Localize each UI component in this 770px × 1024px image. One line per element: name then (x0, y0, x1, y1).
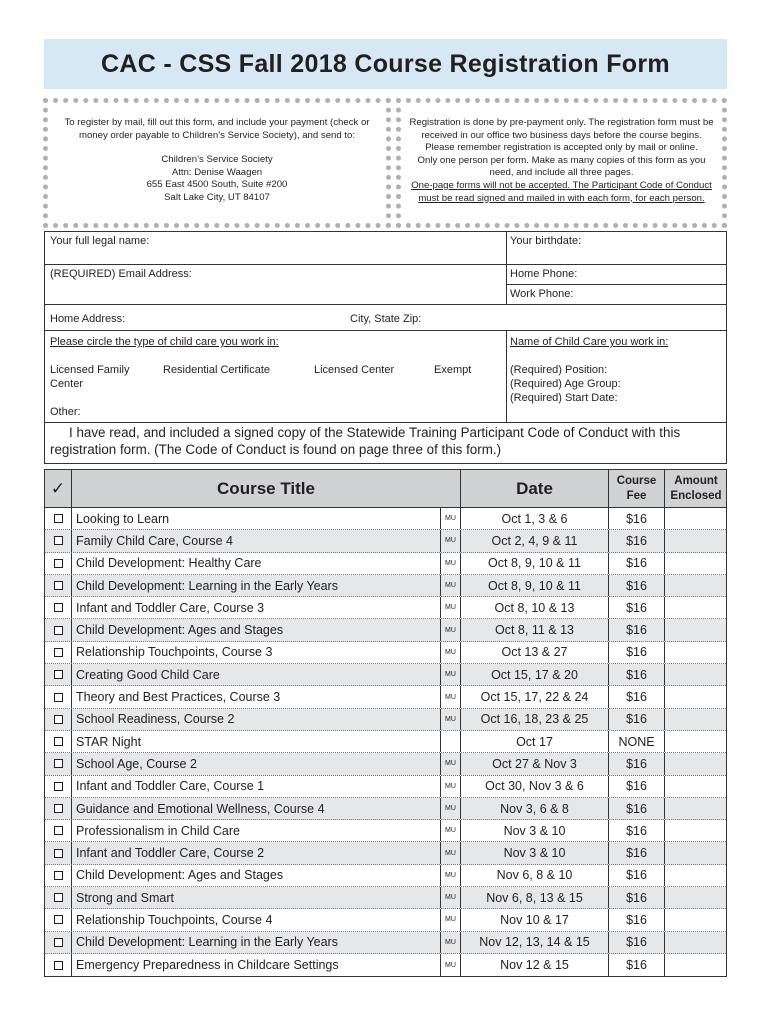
course-date: Nov 12 & 15 (461, 954, 609, 976)
checkbox-square[interactable] (54, 670, 63, 679)
course-title: Looking to Learn (72, 508, 441, 529)
course-date: Oct 15, 17 & 20 (461, 664, 609, 685)
course-date: Nov 10 & 17 (461, 909, 609, 930)
course-date: Nov 6, 8, 13 & 15 (461, 887, 609, 908)
course-fee: $16 (609, 954, 665, 976)
checkbox-square[interactable] (54, 693, 63, 702)
course-fee: $16 (609, 642, 665, 663)
rules-line: need, and include all three pages. (489, 167, 634, 179)
course-fee-header-line: Fee (626, 489, 647, 502)
course-checkbox[interactable] (45, 776, 72, 797)
course-fee: $16 (609, 553, 665, 574)
amount-enclosed-input[interactable] (665, 909, 727, 930)
table-row (45, 798, 726, 820)
amount-enclosed-input[interactable] (665, 530, 727, 551)
table-row (45, 664, 726, 686)
table-row (45, 686, 726, 708)
work-phone-field[interactable]: Work Phone: (510, 288, 574, 300)
option-residential-certificate[interactable]: Residential Certificate (163, 364, 270, 376)
course-date: Oct 8, 10 & 13 (461, 597, 609, 618)
legal-name-field[interactable]: Your full legal name: (50, 235, 150, 247)
table-row (45, 731, 726, 753)
email-field[interactable]: (REQUIRED) Email Address: (50, 268, 192, 280)
course-fee: $16 (609, 887, 665, 908)
course-title: Child Development: Ages and Stages (72, 865, 441, 886)
course-checkbox[interactable] (45, 642, 72, 663)
registration-rules (403, 117, 720, 205)
course-date: Oct 16, 18, 23 & 25 (461, 709, 609, 730)
checkbox-square[interactable] (54, 626, 63, 635)
mu-marker: MU (441, 508, 461, 529)
checkbox-square[interactable] (54, 581, 63, 590)
table-row (45, 553, 726, 575)
home-address-field[interactable]: Home Address: (50, 313, 126, 325)
checkbox-square[interactable] (54, 804, 63, 813)
course-fee: $16 (609, 820, 665, 841)
table-row (45, 530, 726, 552)
address-line: Attn: Denise Waagen (171, 166, 263, 178)
childcare-type-prompt: Please circle the type of child care you work in: (50, 336, 279, 348)
course-date: Oct 30, Nov 3 & 6 (461, 776, 609, 797)
city-state-zip-field[interactable]: City, State Zip: (350, 313, 422, 325)
mailing-address (52, 154, 382, 204)
course-fee: $16 (609, 842, 665, 863)
conduct-statement-line: registration form. (The Code of Conduct is found on page three of this form.) (50, 442, 502, 457)
mu-marker: MU (441, 686, 461, 707)
amount-enclosed-input[interactable] (665, 597, 727, 618)
amount-enclosed-input[interactable] (665, 753, 727, 774)
course-checkbox[interactable] (45, 731, 72, 752)
table-row (45, 776, 726, 798)
course-checkbox[interactable] (45, 842, 72, 863)
mu-marker: MU (441, 642, 461, 663)
course-title: Child Development: Healthy Care (72, 553, 441, 574)
checkbox-square[interactable] (54, 715, 63, 724)
course-title: School Age, Course 2 (72, 753, 441, 774)
course-title: STAR Night (72, 731, 441, 752)
form-title: CAC - CSS Fall 2018 Course Registration Form (101, 49, 670, 78)
check-column-icon: ✓ (45, 470, 72, 507)
table-row (45, 597, 726, 619)
checkbox-square[interactable] (54, 514, 63, 523)
mu-marker: MU (441, 575, 461, 596)
checkbox-square[interactable] (54, 782, 63, 791)
amount-enclosed-header (665, 470, 727, 507)
mu-marker: MU (441, 530, 461, 551)
course-fee: $16 (609, 709, 665, 730)
course-checkbox[interactable] (45, 909, 72, 930)
checkbox-square[interactable] (54, 759, 63, 768)
course-fee-header (609, 470, 665, 507)
course-title-header: Course Title (72, 470, 461, 507)
table-row (45, 842, 726, 864)
course-date: Nov 3, 6 & 8 (461, 798, 609, 819)
course-title: Child Development: Learning in the Early Years (72, 932, 441, 953)
course-fee: $16 (609, 530, 665, 551)
course-date: Nov 3 & 10 (461, 842, 609, 863)
course-checkbox[interactable] (45, 553, 72, 574)
course-fee: $16 (609, 686, 665, 707)
table-row (45, 909, 726, 931)
divider (506, 330, 507, 422)
checkbox-square[interactable] (54, 826, 63, 835)
rules-line: Please remember registration is accepted only by mail or online. (425, 142, 698, 154)
amount-enclosed-input[interactable] (665, 664, 727, 685)
course-title: Professionalism in Child Care (72, 820, 441, 841)
course-checkbox[interactable] (45, 686, 72, 707)
mu-marker: MU (441, 887, 461, 908)
checkbox-square[interactable] (54, 737, 63, 746)
table-row (45, 865, 726, 887)
checkbox-square[interactable] (54, 915, 63, 924)
option-exempt[interactable]: Exempt (434, 364, 472, 376)
course-date: Oct 8, 9, 10 & 11 (461, 553, 609, 574)
mail-instructions-line: money order payable to Children’s Service Society), and send to: (78, 129, 356, 141)
other-type-field[interactable]: Other: (50, 406, 81, 418)
rules-line: received in our office two business days before the course begins. (421, 129, 702, 141)
table-row (45, 709, 726, 731)
amount-enclosed-input[interactable] (665, 932, 727, 953)
checkbox-square[interactable] (54, 871, 63, 880)
childcare-name-field[interactable]: Name of Child Care you work in: (510, 336, 669, 348)
course-title: Child Development: Learning in the Early Years (72, 575, 441, 596)
mu-marker: MU (441, 954, 461, 976)
mu-marker: MU (441, 842, 461, 863)
mu-marker: MU (441, 753, 461, 774)
mu-marker (441, 731, 461, 752)
amount-enclosed-input[interactable] (665, 642, 727, 663)
table-row (45, 887, 726, 909)
amount-enclosed-input[interactable] (665, 820, 727, 841)
mu-marker: MU (441, 865, 461, 886)
course-fee: $16 (609, 597, 665, 618)
mu-marker: MU (441, 619, 461, 640)
course-checkbox[interactable] (45, 575, 72, 596)
course-checkbox[interactable] (45, 820, 72, 841)
course-checkbox[interactable] (45, 798, 72, 819)
age-group-field[interactable]: (Required) Age Group: (510, 378, 621, 390)
course-checkbox[interactable] (45, 932, 72, 953)
mu-marker: MU (441, 932, 461, 953)
course-date: Oct 13 & 27 (461, 642, 609, 663)
option-licensed-family[interactable]: Licensed Family (50, 364, 130, 376)
course-fee: $16 (609, 865, 665, 886)
divider (507, 284, 726, 285)
mail-instructions-line: To register by mail, fill out this form, and include your payment (check or (64, 117, 370, 128)
address-line: Children’s Service Society (161, 154, 273, 165)
amount-enclosed-input[interactable] (665, 575, 727, 596)
form-title-bar (44, 39, 727, 89)
amount-enclosed-input[interactable] (665, 842, 727, 863)
course-title: Emergency Preparedness in Childcare Settings (72, 954, 441, 976)
amount-enclosed-input[interactable] (665, 709, 727, 730)
course-title: Guidance and Emotional Wellness, Course 4 (72, 798, 441, 819)
course-title: Infant and Toddler Care, Course 3 (72, 597, 441, 618)
course-checkbox[interactable] (45, 954, 72, 976)
course-table (44, 469, 727, 977)
course-date: Oct 17 (461, 731, 609, 752)
table-row (45, 820, 726, 842)
mu-marker: MU (441, 776, 461, 797)
divider (45, 330, 726, 331)
course-title: Family Child Care, Course 4 (72, 530, 441, 551)
course-checkbox[interactable] (45, 664, 72, 685)
amount-enclosed-header-line: Amount (674, 474, 718, 487)
amount-enclosed-input[interactable] (665, 798, 727, 819)
checkbox-square[interactable] (54, 648, 63, 657)
table-row (45, 753, 726, 775)
mail-instructions-box (43, 98, 391, 228)
course-date: Oct 1, 3 & 6 (461, 508, 609, 529)
amount-enclosed-input[interactable] (665, 887, 727, 908)
start-date-field[interactable]: (Required) Start Date: (510, 392, 618, 404)
course-checkbox[interactable] (45, 530, 72, 551)
course-title: Creating Good Child Care (72, 664, 441, 685)
course-fee: $16 (609, 798, 665, 819)
registration-rules-box (396, 98, 727, 228)
conduct-statement-line: I have read, and included a signed copy of the Statewide Training Participant Code of Conduct with this (69, 425, 681, 440)
course-title: Relationship Touchpoints, Course 4 (72, 909, 441, 930)
course-checkbox[interactable] (45, 865, 72, 886)
checkbox-square[interactable] (54, 559, 63, 568)
amount-enclosed-input[interactable] (665, 508, 727, 529)
checkbox-square[interactable] (54, 603, 63, 612)
amount-enclosed-input[interactable] (665, 553, 727, 574)
amount-enclosed-input[interactable] (665, 954, 727, 976)
amount-enclosed-input[interactable] (665, 686, 727, 707)
address-line: 655 East 4500 South, Suite #200 (146, 179, 288, 191)
divider (45, 264, 726, 265)
table-row (45, 508, 726, 530)
amount-enclosed-input[interactable] (665, 776, 727, 797)
date-header: Date (461, 470, 609, 507)
course-date: Nov 6, 8 & 10 (461, 865, 609, 886)
mu-marker: MU (441, 798, 461, 819)
checkbox-square[interactable] (54, 893, 63, 902)
course-fee: $16 (609, 776, 665, 797)
mu-marker: MU (441, 553, 461, 574)
mu-marker: MU (441, 820, 461, 841)
rules-line: Registration is done by pre-payment only. The registration form must be (409, 117, 714, 128)
course-title: Relationship Touchpoints, Course 3 (72, 642, 441, 663)
course-title: School Readiness, Course 2 (72, 709, 441, 730)
divider (45, 422, 726, 423)
amount-enclosed-input[interactable] (665, 619, 727, 640)
position-field[interactable]: (Required) Position: (510, 364, 608, 376)
course-fee: $16 (609, 664, 665, 685)
table-row (45, 932, 726, 954)
course-fee: $16 (609, 575, 665, 596)
rules-line: Only one person per form. Make as many copies of this form as you (417, 154, 706, 166)
course-date: Oct 15, 17, 22 & 24 (461, 686, 609, 707)
course-fee: $16 (609, 932, 665, 953)
table-row (45, 954, 726, 976)
mail-instructions (52, 117, 382, 142)
course-title: Theory and Best Practices, Course 3 (72, 686, 441, 707)
checkbox-square[interactable] (54, 536, 63, 545)
course-title: Strong and Smart (72, 887, 441, 908)
course-date: Oct 8, 9, 10 & 11 (461, 575, 609, 596)
amount-enclosed-input[interactable] (665, 731, 727, 752)
course-title: Infant and Toddler Care, Course 2 (72, 842, 441, 863)
table-row (45, 642, 726, 664)
course-date: Oct 8, 11 & 13 (461, 619, 609, 640)
rules-warning-line: must be read signed and mailed in with each form, for each person. (418, 192, 705, 204)
address-line: Salt Lake City, UT 84107 (164, 191, 270, 203)
course-checkbox[interactable] (45, 753, 72, 774)
participant-info-section (44, 231, 727, 464)
course-checkbox[interactable] (45, 619, 72, 640)
option-licensed-center[interactable]: Licensed Center (314, 364, 395, 376)
course-title: Child Development: Ages and Stages (72, 619, 441, 640)
course-checkbox[interactable] (45, 709, 72, 730)
mu-marker: MU (441, 664, 461, 685)
mu-marker: MU (441, 909, 461, 930)
course-table-body (45, 508, 726, 976)
checkbox-square[interactable] (54, 849, 63, 858)
course-fee: $16 (609, 508, 665, 529)
mu-marker: MU (441, 709, 461, 730)
table-row (45, 575, 726, 597)
course-title: Infant and Toddler Care, Course 1 (72, 776, 441, 797)
course-checkbox[interactable] (45, 508, 72, 529)
course-table-header (45, 470, 726, 508)
course-checkbox[interactable] (45, 887, 72, 908)
amount-enclosed-input[interactable] (665, 865, 727, 886)
course-date: Nov 12, 13, 14 & 15 (461, 932, 609, 953)
course-date: Oct 2, 4, 9 & 11 (461, 530, 609, 551)
amount-enclosed-header-line: Enclosed (670, 489, 722, 502)
home-phone-field[interactable]: Home Phone: (510, 268, 578, 280)
course-fee: $16 (609, 909, 665, 930)
mu-marker: MU (441, 597, 461, 618)
course-date: Oct 27 & Nov 3 (461, 753, 609, 774)
course-fee-header-line: Course (616, 474, 657, 487)
course-fee: $16 (609, 753, 665, 774)
course-fee: NONE (609, 731, 665, 752)
course-date: Nov 3 & 10 (461, 820, 609, 841)
checkbox-square[interactable] (54, 938, 63, 947)
divider (45, 304, 726, 305)
rules-warning-line: One-page forms will not be accepted. The Participant Code of Conduct (411, 179, 712, 191)
table-row (45, 619, 726, 641)
checkbox-square[interactable] (54, 961, 63, 970)
course-fee: $16 (609, 619, 665, 640)
birthdate-field[interactable]: Your birthdate: (510, 235, 582, 247)
course-checkbox[interactable] (45, 597, 72, 618)
divider (506, 232, 507, 304)
option-licensed-family-center[interactable]: Center (50, 378, 84, 390)
